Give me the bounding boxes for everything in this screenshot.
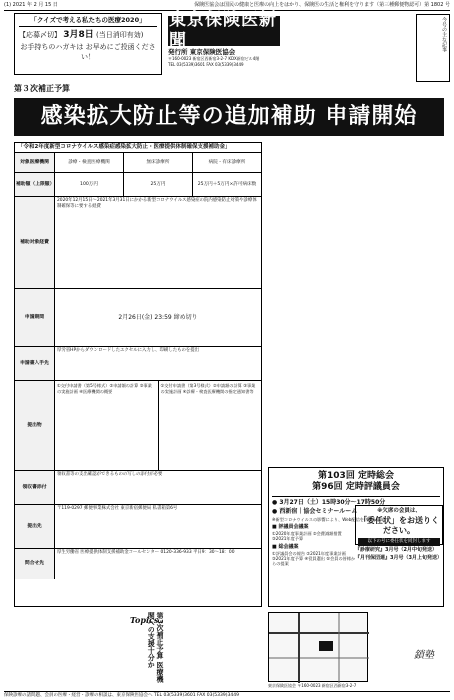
proxy-issue-1: 『診療研究』3月号（2月中旬発送） [355,547,437,553]
general-title: ■ 総会議案 [272,543,299,550]
proxy-line-1: ※欠席の会員は、 [377,508,421,514]
docs-right: ①交付申請書（第3号様式）②申請額の計算 ③事業の実施計画 ④診療・検査医療機関の指定通知書等 [160,383,256,394]
submit-text: 〒119-0297 郵便事業株式会社 東京新宿郵便局 私書箱第6号 [57,506,178,511]
table-row [15,173,261,197]
quiz-title: 「クイズで考える私たちの医療2020」 [19,16,157,27]
table-row [15,381,261,471]
deadline-label: 【応募〆切】 [19,31,61,40]
main-headline: 感染拡大防止等の追加補助 申請開始 [14,98,444,136]
location-map [268,612,368,682]
masthead-title: 東京保険医新聞 [168,16,280,46]
table-row [15,549,261,579]
amount-label: 補助額（上限額） [15,173,55,196]
subsidy-table [14,142,262,607]
target-label: 対象医療機関 [15,153,55,172]
receipt-label: 領収書添付 [15,471,55,504]
docs-left: ①交付申請書（第5号様式）②申請額の計算 ③事業の実施計画 ④医療機関の概要 [55,381,159,470]
amount-col-1: 100万円 [55,173,124,196]
table-row [15,471,261,505]
deadline-date: 3月8日 [63,30,94,41]
submit-label: 提出先 [15,505,55,548]
amount-col-2: 25万円 [124,173,193,196]
expense-text: 2020年12月15日～2021年3月31日にかかる新型コロナウイルス感染症の院内感染防止対策や診療体制確保等に要する経費 [57,198,257,209]
proxy-line-2: 「委任状」をお送りください。 [359,515,439,535]
table-row [15,289,261,347]
target-col-1: 診療・検査医療機関 [55,153,124,172]
target-col-2: 無床診療所 [124,153,193,172]
contact-text: 厚生労働省 医療提供体制支援補助金コールセンター 0120-336-933 平日9：30～18：00 [57,550,235,555]
issue-date: (1) 2021 年 2 月 15 日 [4,2,58,8]
contents-side-tag: 今号の主な記事 [416,14,450,82]
meeting-title [272,471,440,497]
publisher-address: 〒160-0023 新宿区西新宿3-2-7 KDX新宿ビル4階 [168,56,260,62]
publisher-name: 発行所 東京保険医協会 [168,48,236,56]
topics-title: 第3次補正予算 医療機関への支援十分か [147,612,164,683]
agenda-title: ■ 評議員会議案 [272,523,309,530]
contact-label: 問合せ先 [15,549,55,579]
docs-label: 提出物 [15,381,55,470]
proxy-issues [355,547,443,562]
proxy-notice-box [355,505,443,545]
agenda-text: ①2020年度事業計画 ②会費減額措置 ③2021年度予算 [272,531,342,542]
corner-logo: 鎖塾 [414,650,434,661]
table-row [15,505,261,549]
meeting-title-1: 第103回 定時総会 [318,471,394,481]
apply-label: 申請期間 [15,289,55,346]
masthead-info [168,48,280,67]
table-row [15,153,261,173]
quiz-deadline [19,30,157,41]
receipt-text: 領収書等の支出確認ができるものの写しの添付が必要 [57,472,163,477]
publisher-phone: TEL 03(5339)3601 FAX 03(5339)3449 [168,61,244,67]
target-col-3: 病院・有床診療所 [208,159,246,165]
amount-col-3: 25万円＋5万円×許可病床数 [197,181,257,187]
map-caption: 東京保険医協会 〒160-0023 新宿区西新宿3-2-7 [268,683,357,688]
deadline-note: (当日消印有効) [96,31,144,40]
map-drawing [269,613,369,683]
meeting-note: ※新型コロナウイルスの影響により、Web配信を併用します [272,516,385,522]
quiz-notice-box [14,13,162,75]
meeting-title-2: 第96回 定時評議員会 [312,482,400,493]
article-kicker: 第３次補正予算 [14,84,70,93]
forms-text: 厚労省HPからダウンロードしたエクセルに入力し、印刷したものを提出 [57,348,200,353]
general-text: ①評議員会の報告 ②2021年度事業計画 ③2021年度予算 ④役員選出 ⑤会員の皆様からの提案 [272,550,356,567]
quiz-note: お手持ちのハガキは お早めにご投函ください！ [20,43,156,61]
proxy-issue-2: 『月刊保団連』3月号（3月上旬発送） [355,554,442,561]
table-row [15,347,261,381]
topics-badge: Topics [130,615,159,625]
footer-line: 保険診療の諸問題、会員の医療・経営・診療の相談は、東京保険医協会へ TEL 03(5339)3601 FAX 03(5339)3449 [4,691,450,699]
table-title: 「令和2年度新型コロナウイルス感染症感染拡大防止・医療提供体制確保支援補助金」 [15,143,261,153]
topics-section [14,612,164,687]
expense-label: 補助対象経費 [15,197,55,288]
apply-text: 2月26日(金) 23:59 締め切り [118,313,198,321]
meeting-date: ● 3月27日（土）15時30分～17時50分 [272,498,386,506]
table-row [15,197,261,289]
forms-label: 申請書入手先 [15,347,55,380]
newspaper-motto: 保険医協会は国民の健康と医療の向上をはかり、保険医の生活と権利を守ります（第三種郵便物認可）第 1802 号 [194,2,450,8]
proxy-line-3: 以下の号に委任状を同封します [358,538,440,546]
meeting-place: ● 西新宿｜協会セミナールーム [272,508,358,515]
